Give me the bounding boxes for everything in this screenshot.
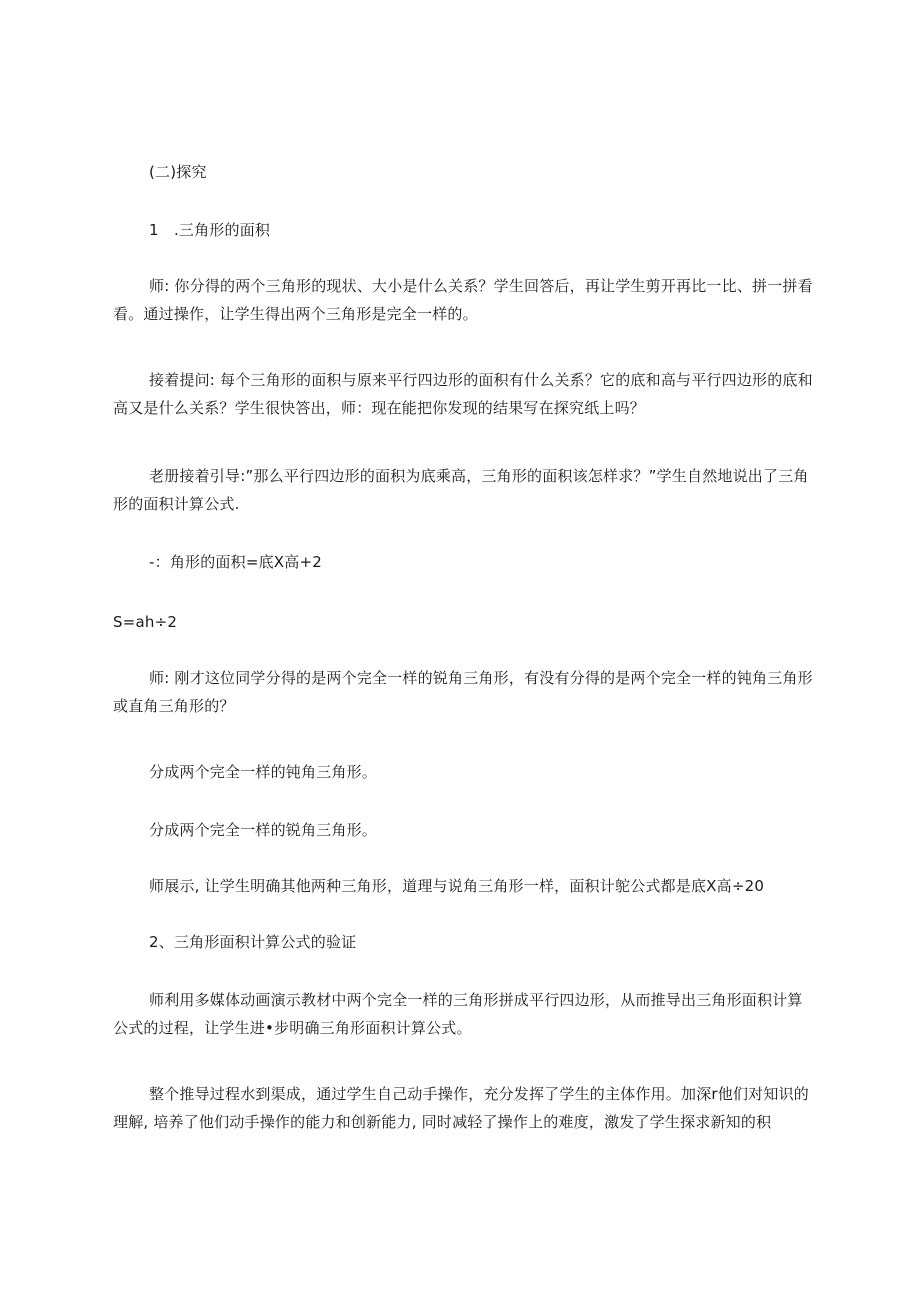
formula-text: -：角形的面积=底X高+2	[149, 553, 322, 571]
subheading-formula-verification: 2、三角形面积计算公式的验证	[149, 933, 357, 951]
paragraph-teacher-demonstration: 师展示, 让学生明确其他两种三角形，道理与说角三角形一样，面积计鸵公式都是底X高÷20	[149, 877, 765, 895]
paragraph-follow-up-question: 接着提问: 每个三角形的面积与原来平行四边形的面积有什么关系？它的底和高与平行四边形的底和高又是什么关系？学生很快答出，师：现在能把你发现的结果写在探究纸上吗？	[113, 371, 813, 417]
paragraph-multimedia-demonstration: 师利用多媒体动画演示教材中两个完全一样的三角形拼成平行四边形，从而推导出三角形面积计算公式的过程，让学生进•步明确三角形面积计算公式。	[113, 991, 803, 1037]
paragraph-derivation-summary: 整个推导过程水到渠成，通过学生自己动手操作，充分发挥了学生的主体作用。加深r他们对知识的理解, 培养了他们动手操作的能力和创新能力, 同时减轻了操作上的难度，激发了学生探求新知的积	[113, 1085, 809, 1131]
paragraph-teacher-guidance: 老册接着引导:”那么平行四边形的面积为底乘高，三角形的面积该怎样求？”学生自然地说出了三角形的面积计算公式.	[113, 467, 809, 513]
paragraph-obtuse-triangles: 分成两个完全一样的钝角三角形。	[149, 763, 378, 781]
paragraph-teacher-follow-up: 师: 刚才这位同学分得的是两个完全一样的锐角三角形，有没有分得的是两个完全一样的钝角三角形或直角三角形的？	[113, 669, 813, 715]
formula-symbol: S=ah÷2	[113, 613, 178, 631]
paragraph-acute-triangles: 分成两个完全一样的锐角三角形。	[149, 821, 378, 839]
paragraph-teacher-question: 师: 你分得的两个三角形的现状、大小是什么关系？学生回答后，再让学生剪开再比一比、拼一拼看看。通过操作，让学生得出两个三角形是完全一样的。	[113, 277, 813, 323]
subheading-triangle-area: 1 .三角形的面积	[149, 221, 271, 239]
section-heading: (二)探究	[149, 163, 207, 181]
